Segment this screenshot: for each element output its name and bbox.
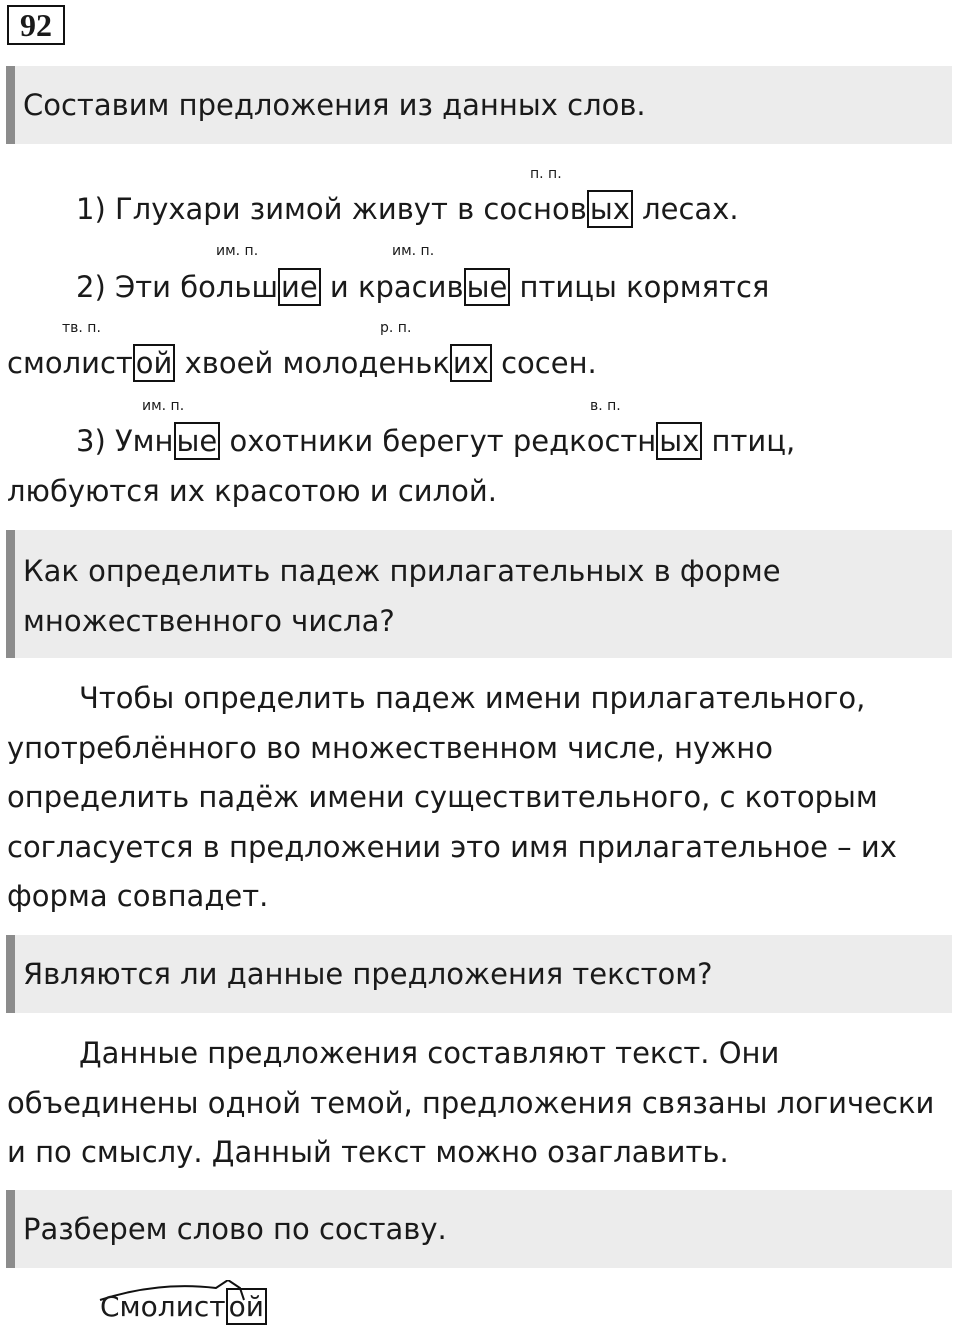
question-compose-sentences [6,66,952,144]
sentence-text: птицы кормятся [510,270,770,304]
case-label: им. п. [142,398,185,414]
answer-plural-case [7,674,952,922]
ending-box: ых [656,422,702,460]
question-text: Как определить падеж прилагательных в форме множественного числа? [23,554,781,638]
ending-box: их [450,344,492,382]
sentence-3-continued: любуются их красотою и силой. [7,474,497,508]
sentence-1 [76,192,739,226]
sentence-text: Умн [114,424,174,458]
question-text: Составим предложения из данных слов. [23,88,646,122]
sentence-text: хвоей молоденьк [175,346,450,380]
sentence-number: 2) [76,270,106,304]
word-analysis [98,1280,278,1336]
ending-box: ие [278,268,321,306]
sentence-number: 3) [76,424,106,458]
task-number: 92 [7,5,65,45]
sentence-number: 1) [76,192,106,226]
word-stem: Смолист [100,1290,226,1323]
case-label: в. п. [590,398,621,414]
sentence-text: Глухари зимой живут в соснов [114,192,587,226]
ending-box: ой [226,1288,267,1325]
sentence-text: смолист [7,346,133,380]
answer-text: Данные предложения составляют текст. Они объединены одной темой, предложения связаны логически и по смыслу. Данный текст можно озаглавить. [7,1036,935,1169]
sentence-text: сосен. [491,346,597,380]
question-text: Разберем слово по составу. [23,1212,447,1246]
question-word-analysis [6,1190,952,1268]
sentence-text: охотники берегут редкостн [220,424,657,458]
sentence-2-continued [7,346,597,380]
ending-box: ые [174,422,221,460]
answer-text: Чтобы определить падеж имени прилагательного, употреблённого во множественном числе, нужно определить падёж имени существительного, с которым согласуется в предложении это имя прилагательное – их форма совпадет. [7,681,897,913]
case-label: п. п. [530,166,562,182]
sentence-text: и красив [320,270,464,304]
sentence-text: птиц, [702,424,796,458]
case-label: им. п. [392,243,435,259]
question-text: Являются ли данные предложения текстом? [23,957,713,991]
case-label: тв. п. [62,320,101,336]
question-is-text [6,935,952,1013]
analyzed-word [100,1290,267,1323]
case-label: р. п. [380,320,412,336]
answer-is-text [7,1029,952,1178]
case-label: им. п. [216,243,259,259]
sentence-text: лесах. [632,192,739,226]
sentence-text: Эти больш [114,270,278,304]
sentence-3 [76,424,795,458]
ending-box: ых [587,190,633,228]
sentence-2 [76,270,769,304]
question-plural-case [6,530,952,658]
ending-box: ой [133,344,176,382]
ending-box: ые [464,268,511,306]
